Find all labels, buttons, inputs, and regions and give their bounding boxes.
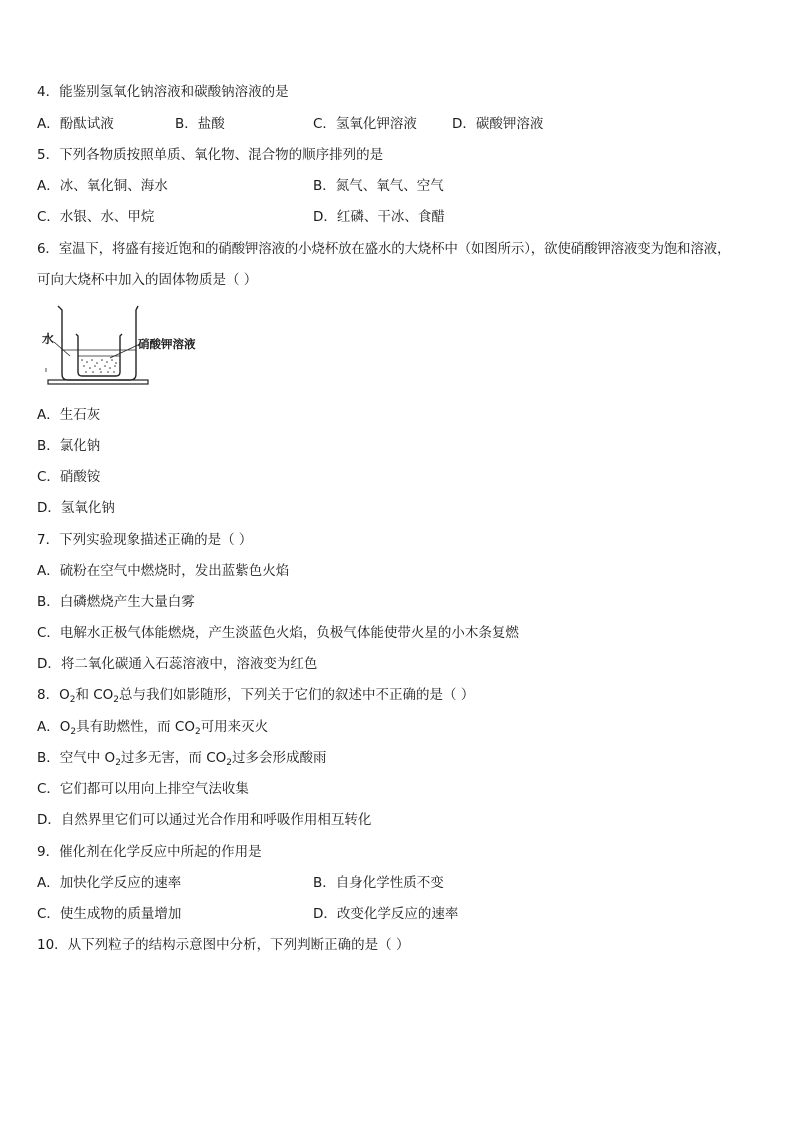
subscript: 2: [69, 695, 76, 705]
q6-stem-line2: 可向大烧杯中加入的固体物质是（ ）: [37, 272, 258, 288]
q4-option-c: C．氢氧化钾溶液: [313, 116, 417, 132]
q6-option-d: D．氢氧化钠: [37, 500, 115, 516]
subscript: 2: [115, 758, 121, 768]
q8-option-a-part1: A．O: [37, 719, 71, 735]
q4-stem: 4．能鉴别氢氧化钠溶液和碳酸钠溶液的是: [37, 84, 289, 100]
q7-stem: 7．下列实验现象描述正确的是（ ）: [37, 532, 253, 548]
q6-stem-line1: 6．室温下，将盛有接近饱和的硝酸钾溶液的小烧杯放在盛水的大烧杯中（如图所示），欲使硝酸钾溶液变为饱和溶液，: [37, 241, 731, 257]
q8-option-a: [37, 718, 268, 736]
q8-stem-part1: 8．O: [37, 687, 70, 703]
beaker-illustration: [40, 300, 230, 390]
q8-stem-part3: 总与我们如影随形，下列关于它们的叙述中不正确的是（ ）: [119, 687, 475, 703]
q5-option-d: D．红磷、干冰、食醋: [313, 209, 445, 225]
q8-option-d: D．自然界里它们可以通过光合作用和呼吸作用相互转化: [37, 812, 372, 828]
q8-option-b-part1: B．空气中 O: [37, 750, 116, 766]
q7-option-d: D．将二氧化碳通入石蕊溶液中，溶液变为红色: [37, 656, 318, 672]
subscript: 2: [70, 727, 77, 737]
q4-option-a: A．酚酞试液: [37, 116, 114, 132]
q6-option-a: A．生石灰: [37, 407, 101, 423]
q8-stem: [37, 686, 474, 704]
subscript: 2: [226, 758, 232, 768]
q9-option-d: D．改变化学反应的速率: [313, 906, 459, 922]
q4-option-d: D．碳酸钾溶液: [452, 116, 544, 132]
q9-stem: 9．催化剂在化学反应中所起的作用是: [37, 844, 262, 860]
q8-option-b-part2: 过多无害，而 CO: [120, 750, 227, 766]
q8-option-a-part3: 可用来灭火: [200, 719, 269, 735]
beaker-diagram: [40, 300, 230, 390]
subscript: 2: [113, 695, 120, 705]
q10-stem: 10．从下列粒子的结构示意图中分析，下列判断正确的是（ ）: [37, 937, 410, 953]
figure-label-solution: 硝酸钾溶液: [138, 337, 196, 351]
q8-option-c: C．它们都可以用向上排空气法收集: [37, 781, 249, 797]
q9-option-b: B．自身化学性质不变: [313, 875, 444, 891]
figure-label-water: 水: [42, 332, 55, 346]
q9-option-c: C．使生成物的质量增加: [37, 906, 182, 922]
q5-option-a: A．冰、氧化铜、海水: [37, 178, 168, 194]
q8-option-b: [37, 749, 327, 767]
q6-option-b: B．氯化钠: [37, 438, 101, 454]
q7-option-a: A．硫粉在空气中燃烧时，发出蓝紫色火焰: [37, 563, 290, 579]
q8-option-b-part3: 过多会形成酸雨: [232, 750, 327, 766]
q5-option-c: C．水银、水、甲烷: [37, 209, 155, 225]
q7-option-c: C．电解水正极气体能燃烧，产生淡蓝色火焰，负极气体能使带火星的小木条复燃: [37, 625, 519, 641]
q5-stem: 5．下列各物质按照单质、氧化物、混合物的顺序排列的是: [37, 147, 384, 163]
subscript: 2: [194, 727, 201, 737]
q8-stem-part2: 和 CO: [75, 687, 114, 703]
q9-option-a: A．加快化学反应的速率: [37, 875, 182, 891]
q6-option-c: C．硝酸铵: [37, 469, 101, 485]
q8-option-a-part2: 具有助燃性，而 CO: [76, 719, 195, 735]
q7-option-b: B．白磷燃烧产生大量白雾: [37, 594, 195, 610]
q5-option-b: B．氮气、氧气、空气: [313, 178, 444, 194]
q4-option-b: B．盐酸: [175, 116, 225, 132]
